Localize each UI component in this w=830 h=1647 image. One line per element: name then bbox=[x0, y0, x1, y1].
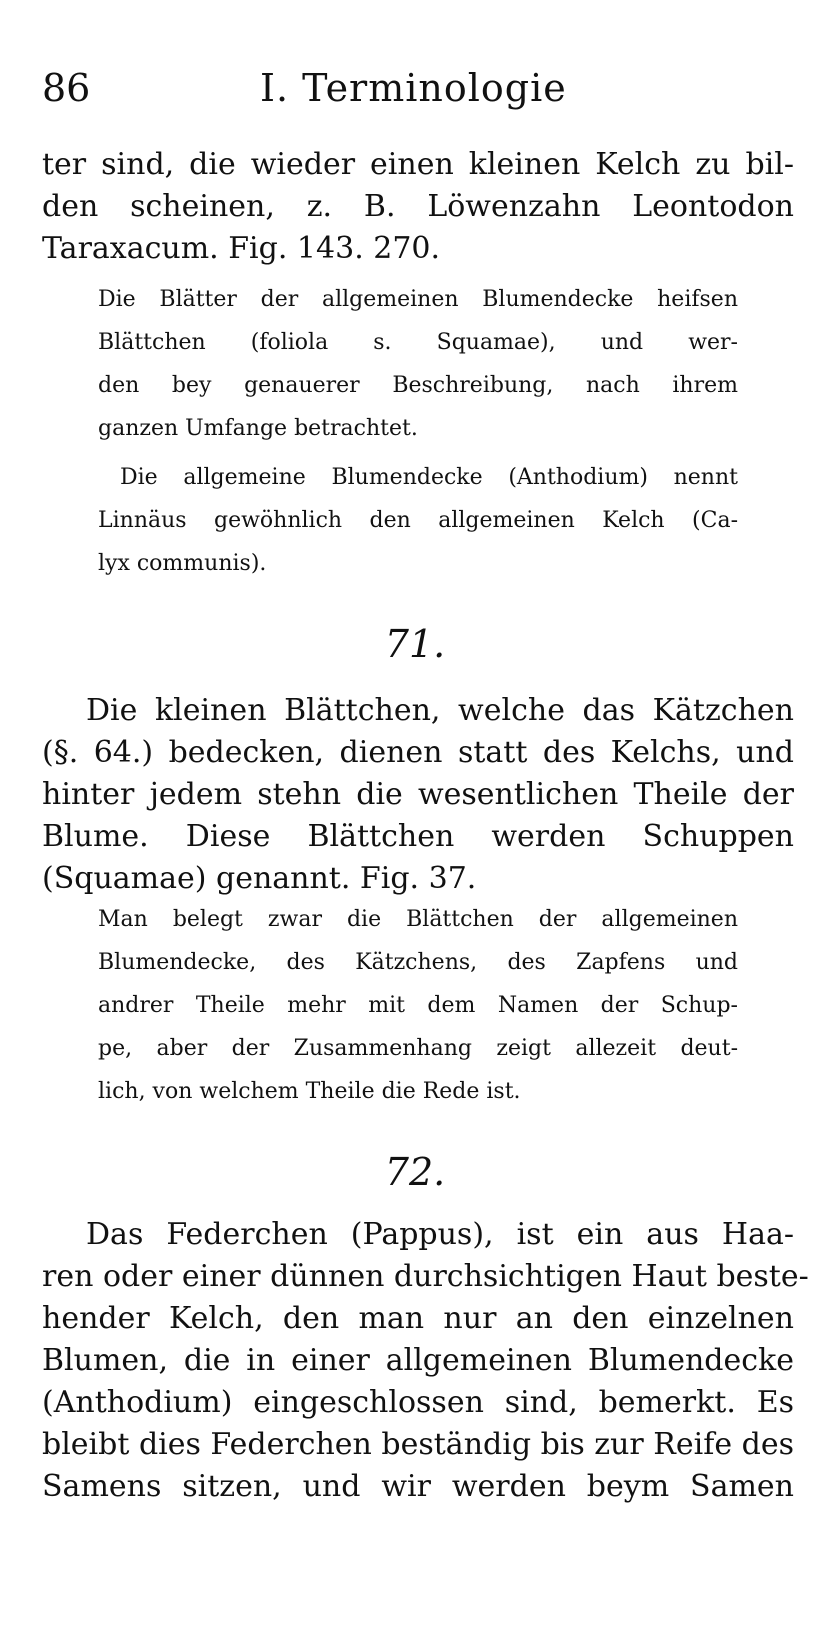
page-header bbox=[42, 66, 802, 116]
text-line: ganzen Umfange betrachtet. bbox=[98, 416, 418, 441]
running-title: I. Terminologie bbox=[260, 66, 567, 110]
text-line: andrer Theile mehr mit dem Namen der Schup- bbox=[98, 993, 738, 1018]
text-line: (§. 64.) bedecken, dienen statt des Kelchs, und bbox=[42, 735, 794, 770]
text-line: Das Federchen (Pappus), ist ein aus Haa- bbox=[86, 1217, 794, 1252]
text-line: hinter jedem stehn die wesentlichen Theile der bbox=[42, 777, 794, 812]
text-line: Man belegt zwar die Blättchen der allgemeinen bbox=[98, 907, 738, 932]
note-paragraph bbox=[98, 278, 738, 450]
continuation-paragraph bbox=[42, 144, 794, 270]
text-line: Blume. Diese Blättchen werden Schuppen bbox=[42, 819, 794, 854]
text-line: lyx communis). bbox=[98, 551, 267, 576]
text-line: ter sind, die wieder einen kleinen Kelch zu bil- bbox=[42, 147, 794, 182]
text-line: (Anthodium) eingeschlossen sind, bemerkt. Es bbox=[42, 1385, 794, 1420]
text-line: Die allgemeine Blumendecke (Anthodium) nennt bbox=[120, 465, 738, 490]
page-number: 86 bbox=[42, 66, 91, 110]
text-line: Linnäus gewöhnlich den allgemeinen Kelch (Ca- bbox=[98, 508, 738, 533]
text-line: den bey genauerer Beschreibung, nach ihrem bbox=[98, 373, 738, 398]
text-line: den scheinen, z. B. Löwenzahn Leontodon bbox=[42, 189, 794, 224]
section-number: 71. bbox=[384, 622, 446, 666]
text-line: Die kleinen Blättchen, welche das Kätzchen bbox=[86, 693, 794, 728]
text-line: hender Kelch, den man nur an den einzelnen bbox=[42, 1301, 794, 1336]
text-line: pe, aber der Zusammenhang zeigt allezeit deut- bbox=[98, 1036, 738, 1061]
note-paragraph bbox=[98, 456, 738, 585]
note-paragraph bbox=[98, 898, 738, 1113]
text-line: Samens sitzen, und wir werden beym Samen bbox=[42, 1469, 794, 1504]
text-line: ren oder einer dünnen durchsichtigen Haut beste- bbox=[42, 1259, 809, 1294]
section-paragraph bbox=[42, 690, 794, 900]
section-paragraph bbox=[42, 1214, 809, 1508]
text-line: lich, von welchem Theile die Rede ist. bbox=[98, 1079, 521, 1104]
section-number: 72. bbox=[384, 1150, 446, 1194]
text-line: Blumen, die in einer allgemeinen Blumendecke bbox=[42, 1343, 794, 1378]
text-line: Blumendecke, des Kätzchens, des Zapfens und bbox=[98, 950, 738, 975]
text-line: (Squamae) genannt. Fig. 37. bbox=[42, 861, 477, 896]
text-line: Blättchen (foliola s. Squamae), und wer- bbox=[98, 330, 738, 355]
text-line: bleibt dies Federchen beständig bis zur Reife des bbox=[42, 1427, 794, 1462]
text-line: Die Blätter der allgemeinen Blumendecke heifsen bbox=[98, 287, 738, 312]
text-line: Taraxacum. Fig. 143. 270. bbox=[42, 231, 441, 266]
